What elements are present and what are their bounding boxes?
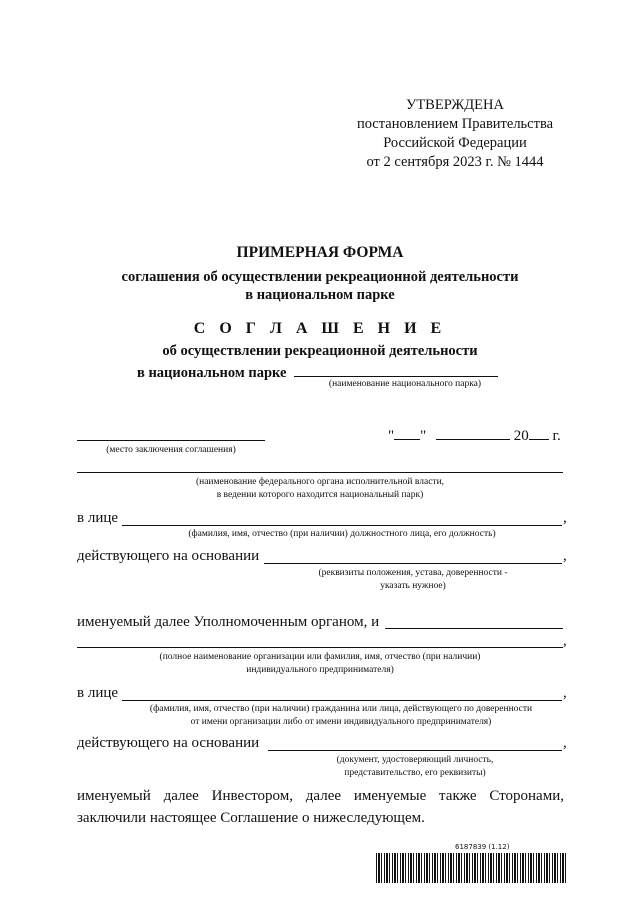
- date-year-prefix: 20: [513, 428, 529, 444]
- basis1-caption: [264, 567, 562, 593]
- authority-field[interactable]: [77, 472, 563, 473]
- barcode-icon: [376, 853, 566, 883]
- basis2-field[interactable]: [268, 750, 562, 751]
- rep1-comma: ,: [563, 510, 567, 526]
- caption-line: (полное наименование организации или фамилия, имя, отчество (при наличии): [159, 652, 481, 662]
- basis2-caption: [268, 754, 562, 780]
- rep2-label: в лице: [77, 685, 119, 701]
- agreement-subtitle: об осуществлении рекреационной деятельности: [162, 343, 478, 359]
- document-subtitle: [60, 268, 580, 304]
- caption-line: от имени организации либо от имени индивидуального предпринимателя): [190, 717, 492, 727]
- approval-stamp: [340, 96, 570, 172]
- subtitle-line: соглашения об осуществлении рекреационной деятельности: [121, 269, 519, 285]
- park-name-caption: (наименование национального парка): [328, 379, 482, 389]
- place-field[interactable]: [77, 440, 265, 441]
- investor-field-part2[interactable]: [77, 647, 563, 648]
- place-caption: (место заключения соглашения): [106, 445, 236, 455]
- investor-comma: ,: [563, 633, 567, 649]
- park-name-field[interactable]: [294, 362, 498, 377]
- closing-paragraph: именуемый далее Инвестором, далее именуемые также Сторонами, заключили настоящее Соглашение о нижеследующем.: [77, 788, 564, 826]
- date-year-suffix: г.: [552, 428, 561, 444]
- caption-line: указать нужное): [380, 581, 446, 591]
- subtitle-line: в национальном парке: [245, 287, 395, 303]
- date-quote: ": [420, 428, 427, 444]
- approval-line: Российской Федерации: [383, 135, 527, 151]
- investor-caption: [77, 651, 563, 677]
- rep2-field[interactable]: [122, 700, 562, 701]
- caption-line: в ведении которого находится национальный парк): [216, 490, 424, 500]
- date-day-field[interactable]: [394, 425, 420, 440]
- caption-line: представительство, его реквизиты): [344, 768, 486, 778]
- investor-field-part1[interactable]: [385, 628, 563, 629]
- basis1-label: действующего на основании: [77, 548, 260, 564]
- park-label: в национальном парке: [137, 365, 287, 381]
- date-quote: ": [388, 428, 395, 444]
- approval-line: УТВЕРЖДЕНА: [406, 97, 504, 113]
- approval-line: постановлением Правительства: [356, 116, 554, 132]
- approval-line: от 2 сентября 2023 г. № 1444: [366, 154, 544, 170]
- caption-line: (фамилия, имя, отчество (при наличии) гражданина или лица, действующего по доверенности: [149, 704, 533, 714]
- rep2-caption: [108, 703, 574, 729]
- rep1-label: в лице: [77, 510, 119, 526]
- rep1-field[interactable]: [122, 525, 562, 526]
- caption-line: (наименование федерального органа исполнительной власти,: [195, 477, 445, 487]
- basis2-label: действующего на основании: [77, 735, 260, 751]
- rep2-comma: ,: [563, 685, 567, 701]
- rep1-caption: (фамилия, имя, отчество (при наличии) должностного лица, его должность): [188, 529, 496, 539]
- date-month-field[interactable]: [436, 425, 510, 440]
- barcode-label: 6187839 (1.12): [455, 843, 510, 851]
- authority-caption: [77, 476, 563, 502]
- date-year-field[interactable]: [529, 425, 549, 440]
- caption-line: индивидуального предпринимателя): [246, 665, 394, 675]
- caption-line: (документ, удостоверяющий личность,: [336, 755, 494, 765]
- agreement-heading: С О Г Л А Ш Е Н И Е: [193, 320, 447, 337]
- date-field: [388, 425, 561, 445]
- authority-named-label: именуемый далее Уполномоченным органом, и: [77, 614, 380, 630]
- basis1-comma: ,: [563, 548, 567, 564]
- basis2-comma: ,: [563, 735, 567, 751]
- basis1-field[interactable]: [264, 563, 562, 564]
- caption-line: (реквизиты положения, устава, доверенности -: [318, 568, 508, 578]
- document-title: ПРИМЕРНАЯ ФОРМА: [236, 244, 404, 261]
